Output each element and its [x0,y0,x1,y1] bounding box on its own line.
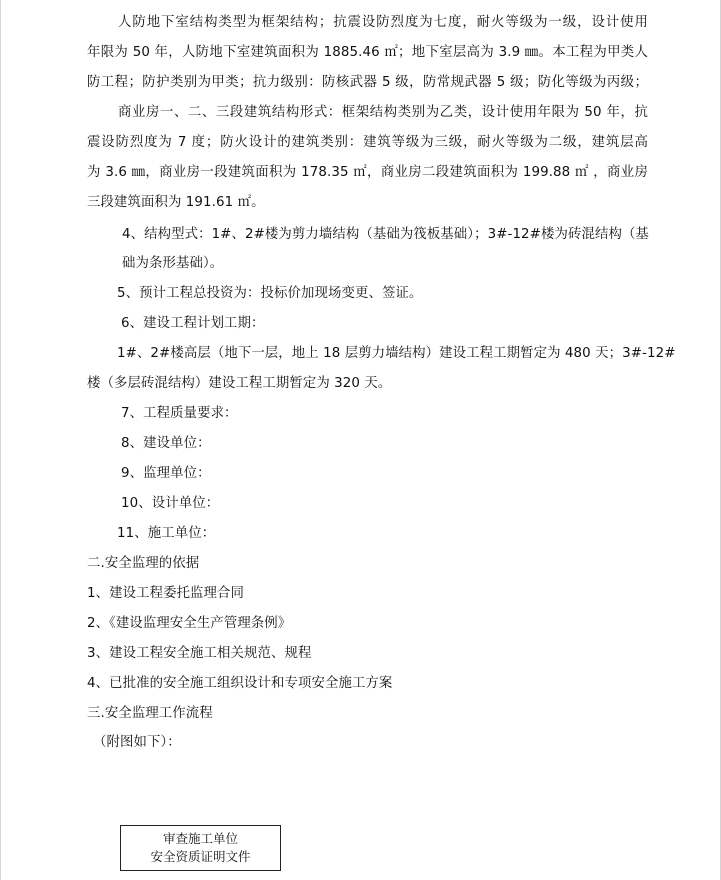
item-7: 7、工程质量要求： [121,406,238,421]
item-6-line-2: 楼（多层砖混结构）建设工程工期暂定为 320 天。 [87,376,392,391]
flowchart-box-line-1: 审查施工单位 [162,831,238,846]
paragraph-2-line-1: 商业房一、二、三段建筑结构形式：框架结构类别为乙类，设计使用年限为 50 年，抗 [118,105,648,120]
paragraph-1-line-1: 人防地下室结构类型为框架结构；抗震设防烈度为七度，耐火等级为一级，设计使用 [118,15,648,30]
paragraph-1-line-3: 防工程；防护类别为甲类；抗力级别：防核武器 5 级，防常规武器 5 级；防化等级为丙级； [87,75,648,90]
item-9: 9、监理单位： [121,466,211,481]
flowchart-box-review-qualification [120,825,281,871]
section-2-item-2: 2、《建设监理安全生产管理条例》 [87,616,292,631]
item-8: 8、建设单位： [121,436,211,451]
flowchart-box-line-2: 安全资质证明文件 [150,849,251,864]
section-3-note: （附图如下）： [93,735,181,750]
item-6-line-1: 1#、2#楼高层（地下一层，地上 18 层剪力墙结构）建设工程工期暂定为 480 天；3#-12# [117,346,676,361]
paragraph-2-line-3: 为 3.6 ㎜，商业房一段建筑面积为 178.35 ㎡，商业房二段建筑面积为 199.88 ㎡ ，商业房 [87,165,648,180]
section-2-item-4: 4、已批准的安全施工组织设计和专项安全施工方案 [87,676,393,691]
item-11: 11、施工单位： [117,526,216,541]
section-3-heading: 三.安全监理工作流程 [87,706,213,721]
item-4-line-2: 础为条形基础）。 [122,256,224,271]
paragraph-1-line-2: 年限为 50 年，人防地下室建筑面积为 1885.46 ㎡；地下室层高为 3.9 ㎜。本工程为甲类人 [87,45,648,60]
paragraph-2-line-2: 震设防烈度为 7 度；防火设计的建筑类别：建筑等级为三级，耐火等级为二级，建筑层高 [87,135,648,150]
item-10: 10、设计单位： [121,496,220,511]
section-2-heading: 二.安全监理的依据 [87,556,200,571]
section-2-item-3: 3、建设工程安全施工相关规范、规程 [87,646,312,661]
item-5: 5、预计工程总投资为：投标价加现场变更、签证。 [117,286,423,301]
paragraph-2-line-4: 三段建筑面积为 191.61 ㎡。 [87,195,265,210]
item-6-heading: 6、建设工程计划工期： [121,316,265,331]
section-2-item-1: 1、建设工程委托监理合同 [87,586,245,601]
item-4-line-1: 4、结构型式：1#、2#楼为剪力墙结构（基础为筏板基础）；3#-12#楼为砖混结构（基 [122,227,649,242]
